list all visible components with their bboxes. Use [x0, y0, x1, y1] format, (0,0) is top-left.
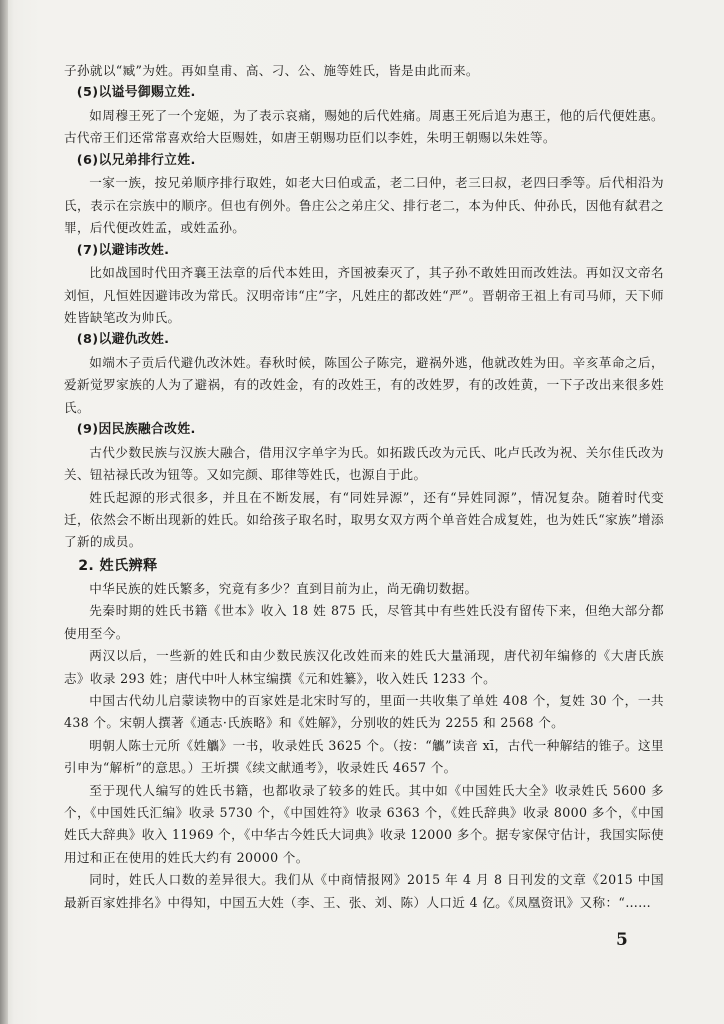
page-number: 5 — [616, 930, 628, 950]
paragraph: 同时，姓氏人口数的差异很大。我们从《中商情报网》2015 年 4 月 8 日刊发的文章《2015 中国最新百家姓排名》中得知，中国五大姓（李、王、张、刘、陈）人口近 4 亿。《凤凰资讯》又称：“…… — [64, 872, 664, 910]
subheading-ethnic-fusion: (9)因民族融合改姓. — [76, 422, 196, 438]
paragraph: 姓氏起源的形式很多，并且在不断发展，有“同姓异源”，还有“异姓同源”，情况复杂。随着时代变迁，依然会不断出现新的姓氏。如给孩子取名时，取男女双方两个单音姓合成复姓，也为姓氏“家族”增添了新的成员。 — [64, 489, 664, 550]
section-title: 2. 姓氏辨释 — [78, 557, 158, 574]
paragraph: 先秦时期的姓氏书籍《世本》收入 18 姓 875 氏，尽管其中有些姓氏没有留传下来，但绝大部分都使用至今。 — [64, 603, 664, 641]
paragraph: 中华民族的姓氏繁多，究竟有多少？直到目前为止，尚无确切数据。 — [89, 580, 478, 596]
page-binding-shadow — [0, 0, 8, 1024]
subheading-taboo-avoidance: (7)以避讳改姓. — [76, 242, 170, 258]
paragraph: 两汉以后，一些新的姓氏和由少数民族汉化改姓而来的姓氏大量涌现，唐代初年编修的《大唐氏族志》收录 293 姓；唐代中叶人林宝编撰《元和姓纂》，收入姓氏 1233 个。 — [64, 648, 664, 686]
paragraph: 比如战国时代田齐襄王法章的后代本姓田，齐国被秦灭了，其子孙不敢姓田而改姓法。再如汉文帝名刘恒，凡恒姓因避讳改为常氏。汉明帝讳“庄”字，凡姓庄的都改姓“严”。晋朝帝王祖上有司马师，天下师姓皆缺笔改为帅氏。 — [64, 265, 664, 326]
page-content — [64, 60, 664, 914]
subheading-avoid-enemies: (8)以避仇改姓. — [76, 332, 170, 348]
paragraph: 如端木子贡后代避仇改沐姓。春秋时候，陈国公子陈完，避祸外逃，他就改姓为田。辛亥革命之后，爱新觉罗家族的人为了避祸，有的改姓金，有的改姓王，有的改姓罗，有的改姓黄，一下子改出来很多姓氏。 — [64, 355, 664, 415]
subheading-sibling-order: (6)以兄弟排行立姓. — [76, 152, 196, 168]
paragraph: 如周穆王死了一个宠姬，为了表示哀痛，赐她的后代姓痛。周惠王死后追为惠王，他的后代便姓惠。古代帝王们还常常喜欢给大臣赐姓，如唐王朝赐功臣们以李姓，朱明王朝赐以朱姓等。 — [64, 108, 664, 146]
paragraph: 明朝人陈士元所《姓觿》一书，收录姓氏 3625 个。（按：“觿”读音 xī，古代一种解结的锥子。这里引申为“解析”的意思。）王圻撰《续文献通考》，收录姓氏 4657 个。 — [64, 737, 664, 776]
paragraph: 一家一族，按兄弟顺序排行取姓，如老大曰伯或孟，老二曰仲，老三曰叔，老四曰季等。后代相沿为氏，表示在宗族中的顺序。但也有例外。鲁庄公之弟庄父、排行老二，本为仲氏、仲孙氏，因他有弑君之罪，后代便改姓孟，或姓孟孙。 — [64, 175, 664, 236]
paragraph: 中国古代幼儿启蒙读物中的百家姓是北宋时写的，里面一共收集了单姓 408 个，复姓 30 个，一共 438 个。宋朝人撰著《通志·氏族略》和《姓解》，分别收的姓氏为 2255 和 2568 个。 — [64, 692, 664, 731]
subheading-posthumous-title: (5)以谥号御赐立姓. — [76, 85, 196, 101]
paragraph: 至于现代人编写的姓氏书籍，也都收录了较多的姓氏。其中如《中国姓氏大全》收录姓氏 5600 多个，《中国姓氏汇编》收录 5730 个，《中国姓符》收录 6363 个，《姓氏辞典》收录 8000 多个，《中国姓氏大辞典》收入 11969 个，《中华古今姓氏大词典》收录 12000 多个。据专家保守估计，我国实际使用过和正在使用的姓氏大约有 20000 个。 — [64, 782, 664, 865]
paragraph-continued: 子孙就以“臧”为姓。再如皇甫、高、刁、公、施等姓氏，皆是由此而来。 — [64, 63, 479, 78]
paragraph: 古代少数民族与汉族大融合，借用汉字单字为氏。如拓跋氏改为元氏、叱卢氏改为祝、关尔佳氏改为关、钮祜禄氏改为钮等。又如完颜、耶律等姓氏，也源自于此。 — [64, 444, 664, 483]
